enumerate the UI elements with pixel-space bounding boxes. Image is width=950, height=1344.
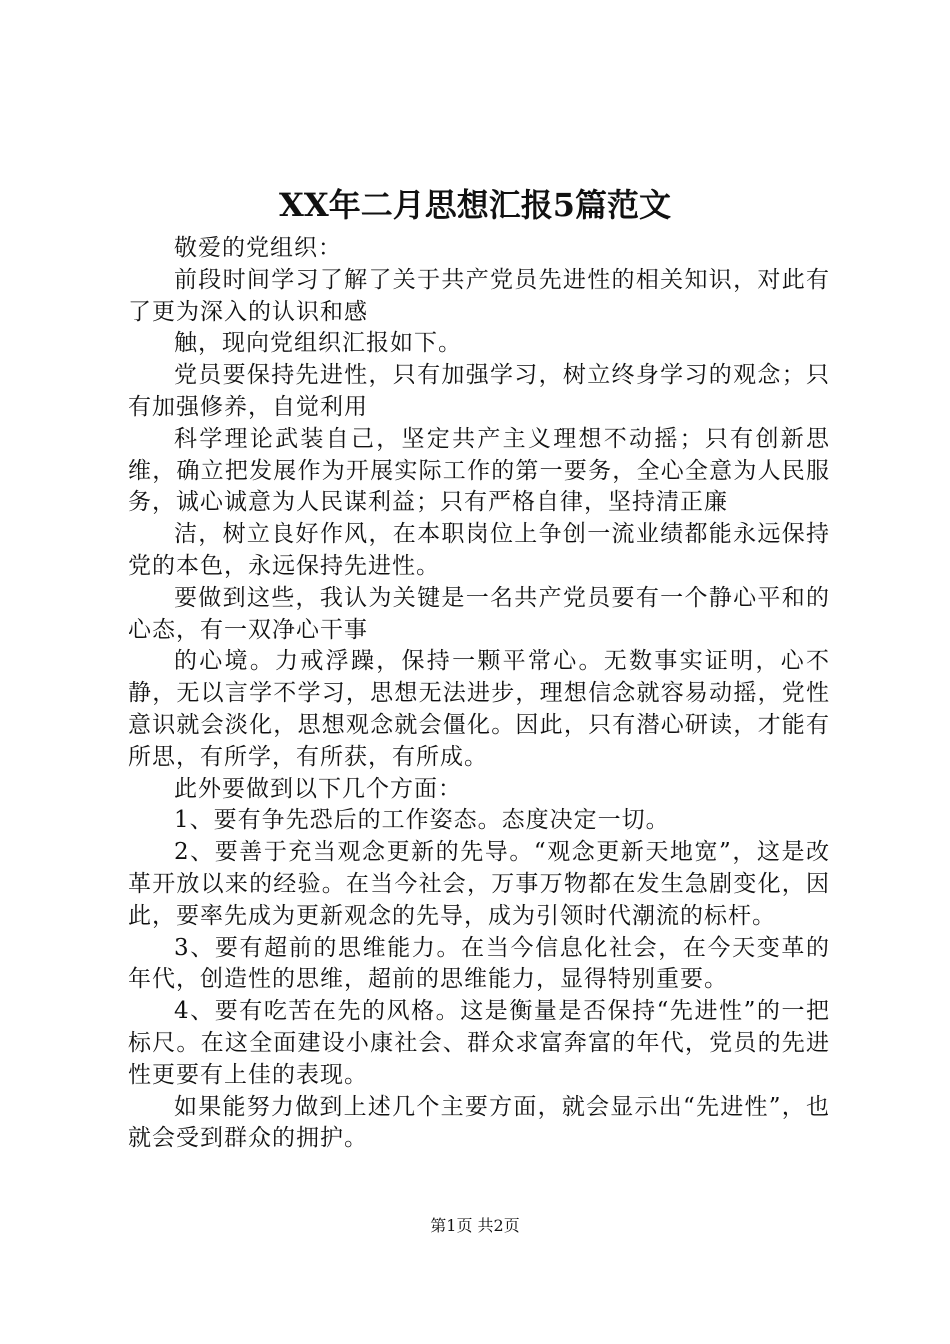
paragraph: 此外要做到以下几个方面： <box>174 775 462 802</box>
list-item: 3、要有超前的思维能力。在当今信息化社会，在今天变革的年代，创造性的思维，超前的思维能力，显得特别重要。 <box>128 934 830 993</box>
paragraph: 科学理论武装自己，坚定共产主义理想不动摇；只有创新思维，确立把发展作为开展实际工作的第一要务，全心全意为人民服务，诚心诚意为人民谋利益；只有严格自律，坚持清正廉 <box>128 425 830 516</box>
document-title: XX年二月思想汇报5篇范文 <box>279 186 671 224</box>
list-item: 2、要善于充当观念更新的先导。“观念更新天地宽”，这是改革开放以来的经验。在当今社会，万事万物都在发生急剧变化，因此，要率先成为更新观念的先导，成为引领时代潮流的标杆。 <box>128 839 830 929</box>
page-footer: 第1页 共2页 <box>430 1216 520 1235</box>
paragraph: 党员要保持先进性，只有加强学习，树立终身学习的观念；只有加强修养，自觉利用 <box>128 362 830 420</box>
paragraph: 的心境。力戒浮躁，保持一颗平常心。无数事实证明，心不静，无以言学不学习，思想无法进步，理想信念就容易动摇，党性意识就会淡化，思想观念就会僵化。因此，只有潜心研读，才能有所思，有所学，有所获，有所成。 <box>128 648 830 770</box>
paragraph: 前段时间学习了解了关于共产党员先进性的相关知识，对此有了更为深入的认识和感 <box>128 266 830 325</box>
paragraph-conclusion: 如果能努力做到上述几个主要方面，就会显示出“先进性”，也就会受到群众的拥护。 <box>128 1093 830 1152</box>
paragraph: 要做到这些，我认为关键是一名共产党员要有一个静心平和的心态，有一双净心干事 <box>128 584 830 643</box>
paragraph: 洁，树立良好作风，在本职岗位上争创一流业绩都能永远保持党的本色，永远保持先进性。 <box>128 521 830 579</box>
paragraph-salutation: 敬爱的党组织： <box>174 235 342 261</box>
list-item: 1、要有争先恐后的工作姿态。态度决定一切。 <box>174 807 670 834</box>
list-item: 4、要有吃苦在先的风格。这是衡量是否保持“先进性”的一把标尺。在这全面建设小康社会、群众求富奔富的年代，党员的先进性更要有上佳的表现。 <box>128 998 830 1088</box>
document-body <box>128 233 830 1155</box>
paragraph: 触，现向党组织汇报如下。 <box>174 330 462 357</box>
